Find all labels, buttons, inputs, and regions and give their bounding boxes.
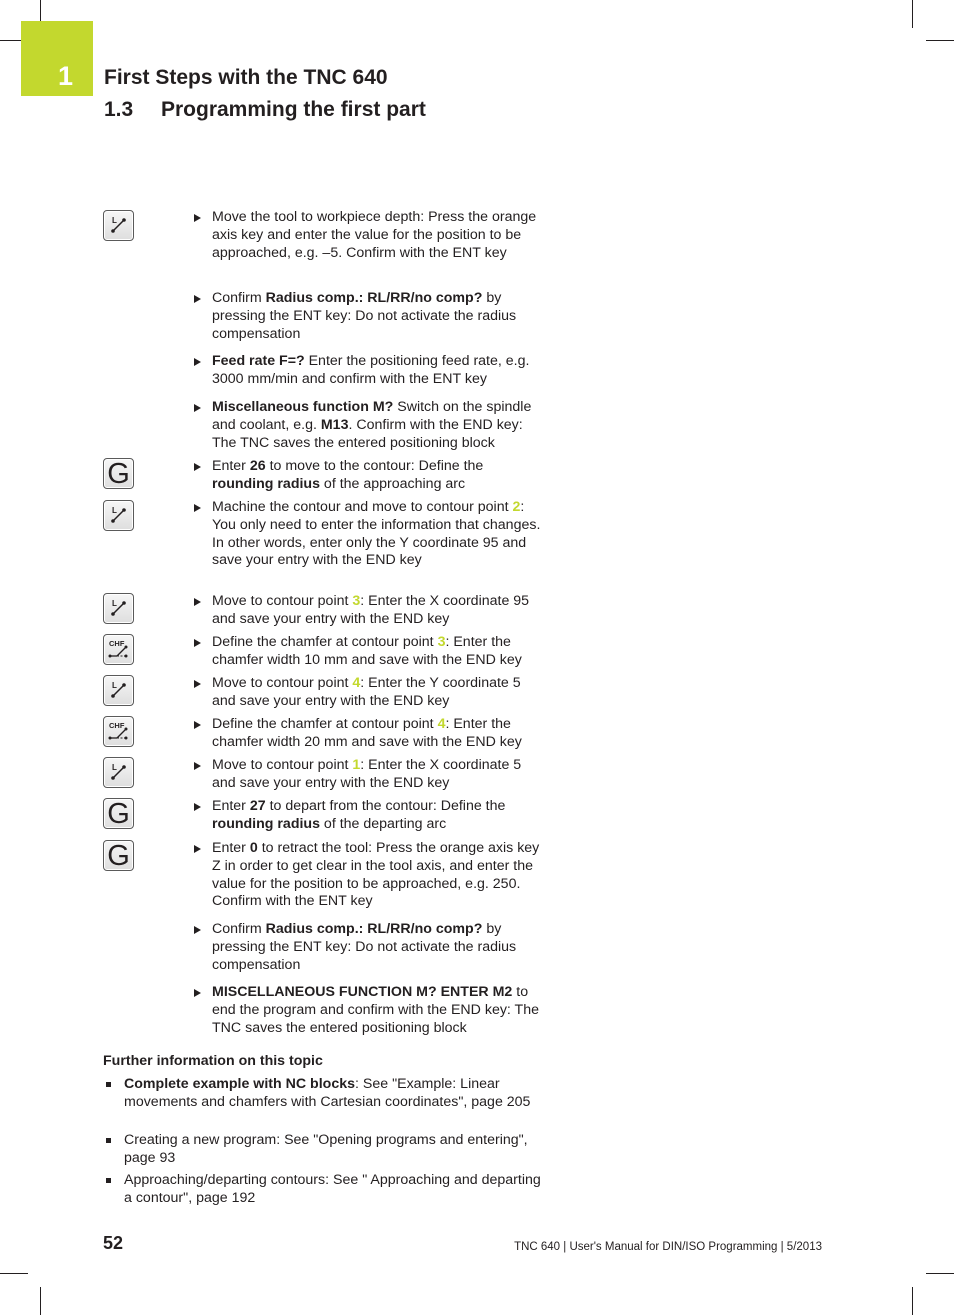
footer-text: TNC 640 | User's Manual for DIN/ISO Programming | 5/2013 (514, 1241, 822, 1253)
text-run: : Enter the X coordinate 5 and save your entry with the END key (212, 757, 522, 791)
step-text (212, 458, 544, 494)
instruction-step (194, 399, 544, 452)
step-arrow-icon (194, 214, 201, 222)
svg-text:CHF: CHF (109, 639, 125, 648)
page-number: 52 (103, 1233, 124, 1253)
step-arrow-icon (194, 845, 201, 853)
text-run: Enter (212, 798, 250, 814)
instruction-step (194, 840, 544, 911)
crop-mark (40, 1287, 41, 1315)
bold-term: 0 (249, 840, 258, 856)
instruction-step (194, 290, 544, 343)
section-number: 1.3 (104, 98, 134, 121)
text-run: : Enter the Y coordinate 5 and save your entry with the END key (212, 675, 521, 709)
svg-text:L: L (112, 506, 117, 515)
svg-text:L: L (112, 763, 117, 772)
text-run: : Enter the X coordinate 95 and save your entry with the END key (212, 593, 530, 627)
instruction-step (194, 634, 544, 670)
instruction-step (194, 757, 544, 793)
instruction-step (194, 209, 544, 262)
step-text (212, 716, 544, 752)
instruction-step (194, 984, 544, 1037)
line-key-icon (103, 757, 134, 788)
instruction-step (194, 499, 544, 570)
step-text (212, 757, 544, 793)
further-info-text (124, 1172, 546, 1208)
instruction-step (194, 716, 544, 752)
contour-point-number: 4 (437, 716, 446, 732)
crop-mark (912, 1287, 913, 1315)
further-info-title: Further information on this topic (103, 1053, 323, 1069)
instruction-step (194, 458, 544, 494)
bold-term: Radius comp.: RL/RR/no comp? (265, 290, 483, 306)
step-text (212, 290, 544, 343)
line-key-icon (103, 593, 134, 624)
svg-text:L: L (112, 599, 117, 608)
step-arrow-icon (194, 598, 201, 606)
bold-term: MISCELLANEOUS FUNCTION M? ENTER M2 (212, 984, 513, 1000)
contour-point-number: 4 (352, 675, 361, 691)
step-arrow-icon (194, 926, 201, 934)
text-run: Confirm (212, 290, 266, 306)
bullet-square-icon (106, 1138, 111, 1143)
step-text (212, 634, 544, 670)
g-key-icon (103, 840, 134, 871)
line-key-icon (103, 500, 134, 531)
instruction-step (194, 798, 544, 834)
g-key-letter: G (107, 458, 130, 490)
text-run: to depart from the contour: Define the (265, 798, 506, 814)
step-arrow-icon (194, 680, 201, 688)
section-title: Programming the first part (161, 98, 426, 121)
instruction-step (194, 921, 544, 974)
text-run: Move to contour point (212, 675, 353, 691)
g-key-icon (103, 798, 134, 829)
crop-mark (912, 0, 913, 28)
step-arrow-icon (194, 404, 201, 412)
text-run: by pressing the ENT key: Do not activate the radius compensation (212, 921, 517, 973)
crop-mark (926, 40, 954, 41)
g-key-icon (103, 458, 134, 489)
text-run: by pressing the ENT key: Do not activate the radius compensation (212, 290, 517, 342)
chapter-number: 1 (58, 61, 74, 91)
further-info-item (106, 1172, 546, 1208)
text-run: Move to contour point (212, 593, 353, 609)
text-run: Move to contour point (212, 757, 353, 773)
step-arrow-icon (194, 463, 201, 471)
step-arrow-icon (194, 989, 201, 997)
bold-term: Complete example with NC blocks (124, 1076, 355, 1092)
text-run: Approaching/departing contours: See " Approaching and departing a contour", page 192 (124, 1172, 541, 1206)
bold-term: rounding radius (212, 475, 320, 492)
text-run: Creating a new program: See "Opening programs and entering", page 93 (124, 1132, 528, 1166)
chamfer-key-icon (103, 716, 134, 747)
step-arrow-icon (194, 762, 201, 770)
g-key-letter: G (107, 840, 130, 872)
text-run: Enter the positioning feed rate, e.g. 3000 mm/min and confirm with the ENT key (212, 353, 530, 387)
bullet-square-icon (106, 1178, 111, 1183)
step-text (212, 921, 544, 974)
instruction-step (194, 353, 544, 389)
g-key-letter: G (107, 798, 130, 830)
bold-term: Feed rate F=? (212, 353, 305, 369)
crop-mark (0, 1273, 28, 1274)
step-text (212, 798, 544, 834)
text-run: to retract the tool: Press the orange axis key Z in order to get clear in the tool axis, and enter the value for the position to be approached, e.g. 250. Confirm with the ENT key (212, 840, 540, 910)
step-text (212, 499, 544, 570)
step-text (212, 675, 544, 711)
line-key-icon (103, 675, 134, 706)
contour-point-number: 3 (437, 634, 446, 650)
bold-term: 26 (249, 458, 266, 474)
bullet-square-icon (106, 1082, 111, 1087)
text-run: Switch on the spindle and coolant, e.g. (212, 399, 532, 433)
step-text (212, 984, 544, 1037)
contour-point-number: 3 (352, 593, 361, 609)
text-run: Define the chamfer at contour point (212, 716, 438, 732)
text-run: to end the program and confirm with the END key: The TNC saves the entered positioning block (212, 984, 539, 1036)
step-arrow-icon (194, 358, 201, 366)
text-run: : Enter the chamfer width 20 mm and save with the END key (212, 716, 522, 750)
text-run: Define the chamfer at contour point (212, 634, 438, 650)
step-arrow-icon (194, 803, 201, 811)
step-arrow-icon (194, 295, 201, 303)
bold-term: 27 (249, 798, 266, 814)
step-text (212, 209, 544, 262)
text-run: Enter (212, 840, 250, 856)
section-heading (104, 98, 426, 122)
instruction-step (194, 675, 544, 711)
step-text (212, 593, 544, 629)
chamfer-key-icon (103, 634, 134, 665)
text-run: of the approaching arc (319, 475, 466, 492)
contour-point-number: 1 (352, 757, 361, 773)
svg-text:L: L (112, 681, 117, 690)
bold-term: M13 (320, 416, 349, 433)
further-info-item (106, 1076, 546, 1112)
text-run: of the departing arc (319, 815, 447, 832)
step-text (212, 840, 544, 911)
text-run: Confirm (212, 921, 266, 937)
svg-text:L: L (112, 216, 117, 225)
instruction-step (194, 593, 544, 629)
further-info-item (106, 1132, 546, 1168)
bold-term: Radius comp.: RL/RR/no comp? (265, 921, 483, 937)
step-arrow-icon (194, 504, 201, 512)
chapter-title: First Steps with the TNC 640 (104, 66, 388, 89)
step-text (212, 353, 544, 389)
step-arrow-icon (194, 721, 201, 729)
bold-term: rounding radius (212, 815, 320, 832)
step-arrow-icon (194, 639, 201, 647)
further-info-text (124, 1132, 546, 1168)
svg-text:CHF: CHF (109, 721, 125, 730)
text-run: Machine the contour and move to contour point (212, 499, 513, 515)
step-text (212, 399, 544, 452)
line-key-icon (103, 210, 134, 241)
text-run: to move to the contour: Define the (265, 458, 484, 474)
contour-point-number: 2 (512, 499, 521, 515)
text-run: Enter (212, 458, 250, 474)
text-run: . Confirm with the END key: The TNC saves the entered positioning block (212, 416, 523, 451)
chapter-number-tab (21, 21, 93, 96)
crop-mark (926, 1273, 954, 1274)
bold-term: Miscellaneous function M? (212, 399, 394, 415)
text-run: : Enter the chamfer width 10 mm and save with the END key (212, 634, 522, 668)
text-run: Move the tool to workpiece depth: Press the orange axis key and enter the value for the position to be approached, e.g. –5. Confirm with the ENT key (212, 209, 537, 261)
text-run: : See "Example: Linear movements and chamfers with Cartesian coordinates", page 205 (124, 1076, 531, 1110)
further-info-text (124, 1076, 546, 1112)
text-run: : You only need to enter the information that changes. In other words, enter only the Y coordinate 95 and save your entry with the END key (212, 499, 541, 569)
